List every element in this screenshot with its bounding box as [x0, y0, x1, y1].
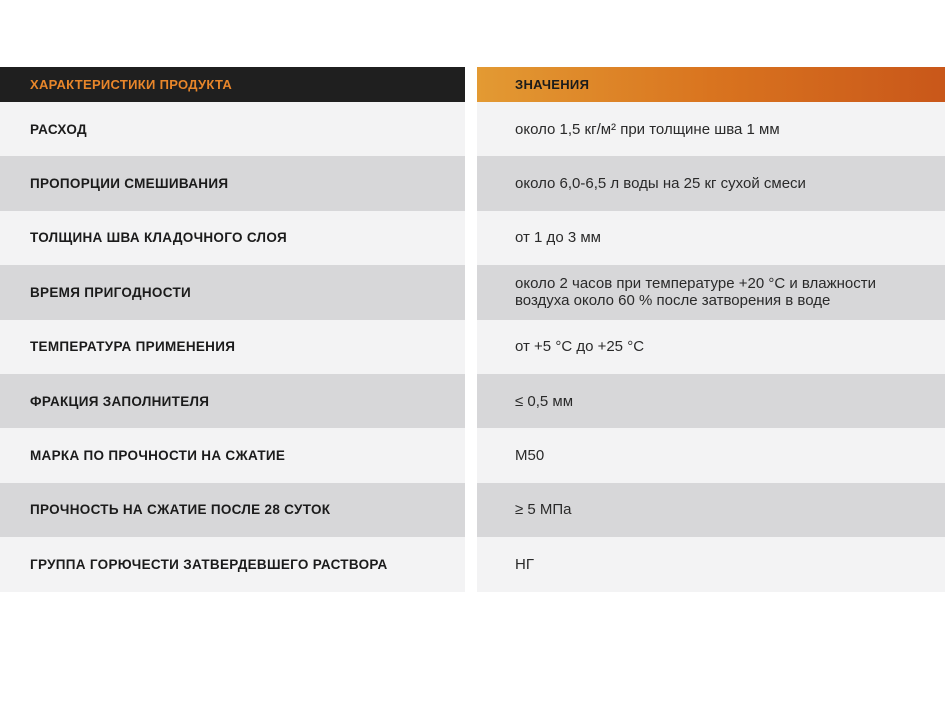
table-row [0, 483, 945, 537]
spec-value: ≥ 5 МПа [477, 483, 945, 537]
spec-value: около 1,5 кг/м² при толщине шва 1 мм [477, 102, 945, 156]
table-header-row [0, 67, 945, 102]
table-row [0, 156, 945, 210]
spec-value: ≤ 0,5 мм [477, 374, 945, 428]
table-row [0, 320, 945, 374]
column-gap [465, 537, 477, 591]
spec-name: РАСХОД [0, 102, 465, 156]
column-gap [465, 374, 477, 428]
header-values: ЗНАЧЕНИЯ [477, 67, 945, 102]
spec-name: МАРКА ПО ПРОЧНОСТИ НА СЖАТИЕ [0, 428, 465, 482]
spec-value: M50 [477, 428, 945, 482]
spec-name: ТЕМПЕРАТУРА ПРИМЕНЕНИЯ [0, 320, 465, 374]
spec-value: около 6,0-6,5 л воды на 25 кг сухой смеси [477, 156, 945, 210]
column-gap [465, 67, 477, 102]
column-gap [465, 428, 477, 482]
spec-value: от 1 до 3 мм [477, 211, 945, 265]
column-gap [465, 265, 477, 319]
table-row [0, 537, 945, 591]
table-row [0, 374, 945, 428]
spec-name: ТОЛЩИНА ШВА КЛАДОЧНОГО СЛОЯ [0, 211, 465, 265]
column-gap [465, 320, 477, 374]
spec-name: ПРОЧНОСТЬ НА СЖАТИЕ ПОСЛЕ 28 СУТОК [0, 483, 465, 537]
table-row [0, 265, 945, 319]
column-gap [465, 156, 477, 210]
spec-name: ВРЕМЯ ПРИГОДНОСТИ [0, 265, 465, 319]
table-row [0, 428, 945, 482]
header-characteristics: ХАРАКТЕРИСТИКИ ПРОДУКТА [0, 67, 465, 102]
product-specs-table [0, 67, 945, 592]
spec-name: ФРАКЦИЯ ЗАПОЛНИТЕЛЯ [0, 374, 465, 428]
spec-name: ГРУППА ГОРЮЧЕСТИ ЗАТВЕРДЕВШЕГО РАСТВОРА [0, 537, 465, 591]
table-row [0, 102, 945, 156]
column-gap [465, 483, 477, 537]
spec-value: НГ [477, 537, 945, 591]
spec-value: от +5 °C до +25 °C [477, 320, 945, 374]
column-gap [465, 211, 477, 265]
table-row [0, 211, 945, 265]
spec-value: около 2 часов при температуре +20 °C и влажности воздуха около 60 % после затворения в воде [477, 265, 945, 319]
spec-name: ПРОПОРЦИИ СМЕШИВАНИЯ [0, 156, 465, 210]
column-gap [465, 102, 477, 156]
